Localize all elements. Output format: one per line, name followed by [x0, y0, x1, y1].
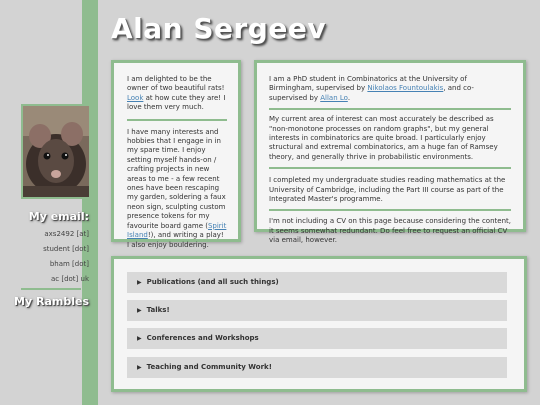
page-title: Alan Sergeev — [111, 12, 327, 45]
cosupervisor-link[interactable]: Allan Lo — [320, 93, 348, 102]
section-talks[interactable]: ▶ Talks! — [127, 300, 507, 321]
avatar — [21, 104, 91, 199]
spirit-island-link[interactable]: Spirit Island — [127, 221, 227, 240]
section-publications[interactable]: ▶ Publications (and all such things) — [127, 272, 507, 293]
divider — [127, 119, 227, 121]
triangle-right-icon: ▶ — [137, 335, 142, 342]
email-line: axs2492 [at] — [44, 230, 89, 238]
interests-paragraph: My current area of interest can most accurately be described as "non-monotone processes on random graphs", but my general interests in combinatorics are quite broad. I particularly enjoy structural and extremal combinatorics, am a huge fan of Ramsey theory, and generally thrive in probabilistic environments. — [269, 115, 498, 161]
section-conferences[interactable]: ▶ Conferences and Workshops — [127, 328, 507, 349]
triangle-right-icon: ▶ — [137, 307, 142, 314]
section-teaching[interactable]: ▶ Teaching and Community Work! — [127, 357, 507, 378]
accent-stripe — [82, 0, 98, 405]
sidebar-divider — [21, 288, 81, 290]
email-line: student [dot] — [43, 245, 89, 253]
rat-photo — [23, 106, 89, 197]
rambles-link[interactable]: My Rambles — [14, 295, 89, 308]
phd-paragraph: I am a PhD student in Combinatorics at the University of Birmingham, supervised by Nikolaos Fountoulakis, and co-supervised by Allan Lo. — [269, 75, 474, 102]
sections-panel — [111, 256, 527, 392]
triangle-right-icon: ▶ — [137, 364, 142, 371]
divider — [269, 167, 511, 169]
about-panel — [111, 60, 241, 249]
email-heading: My email: — [28, 210, 89, 223]
triangle-right-icon: ▶ — [137, 279, 142, 286]
rats-paragraph: I am delighted to be the owner of two beautiful rats! Look at how cute they are! I love them very much. — [127, 75, 226, 112]
cv-paragraph: I'm not including a CV on this page because considering the content, it seems somewhat redundant. Do feel free to request an official CV via email, however. — [269, 217, 511, 245]
education-paragraph: I completed my undergraduate studies reading mathematics at the University of Cambridge, including the Part III course as part of the Integrated Master's programme. — [269, 176, 506, 204]
divider — [269, 108, 511, 110]
email-line: ac [dot] uk — [50, 275, 89, 283]
email-line: bham [dot] — [49, 260, 89, 268]
hobbies-paragraph: I have many interests and hobbies that I engage in in my spare time. I enjoy setting myself hands-on / crafting projects in new areas to me - a few recent ones have been rescaping my garden, soldering a faux neon sign, sculpting custom presence tokens for my favourite board game (Spirit Island!), and writing a play! I also enjoy bouldering. — [127, 127, 227, 249]
supervisor-link[interactable]: Nikolaos Fountoulakis — [367, 84, 444, 93]
divider — [269, 209, 511, 211]
research-panel — [254, 60, 526, 245]
rats-link[interactable]: Look — [127, 93, 144, 102]
